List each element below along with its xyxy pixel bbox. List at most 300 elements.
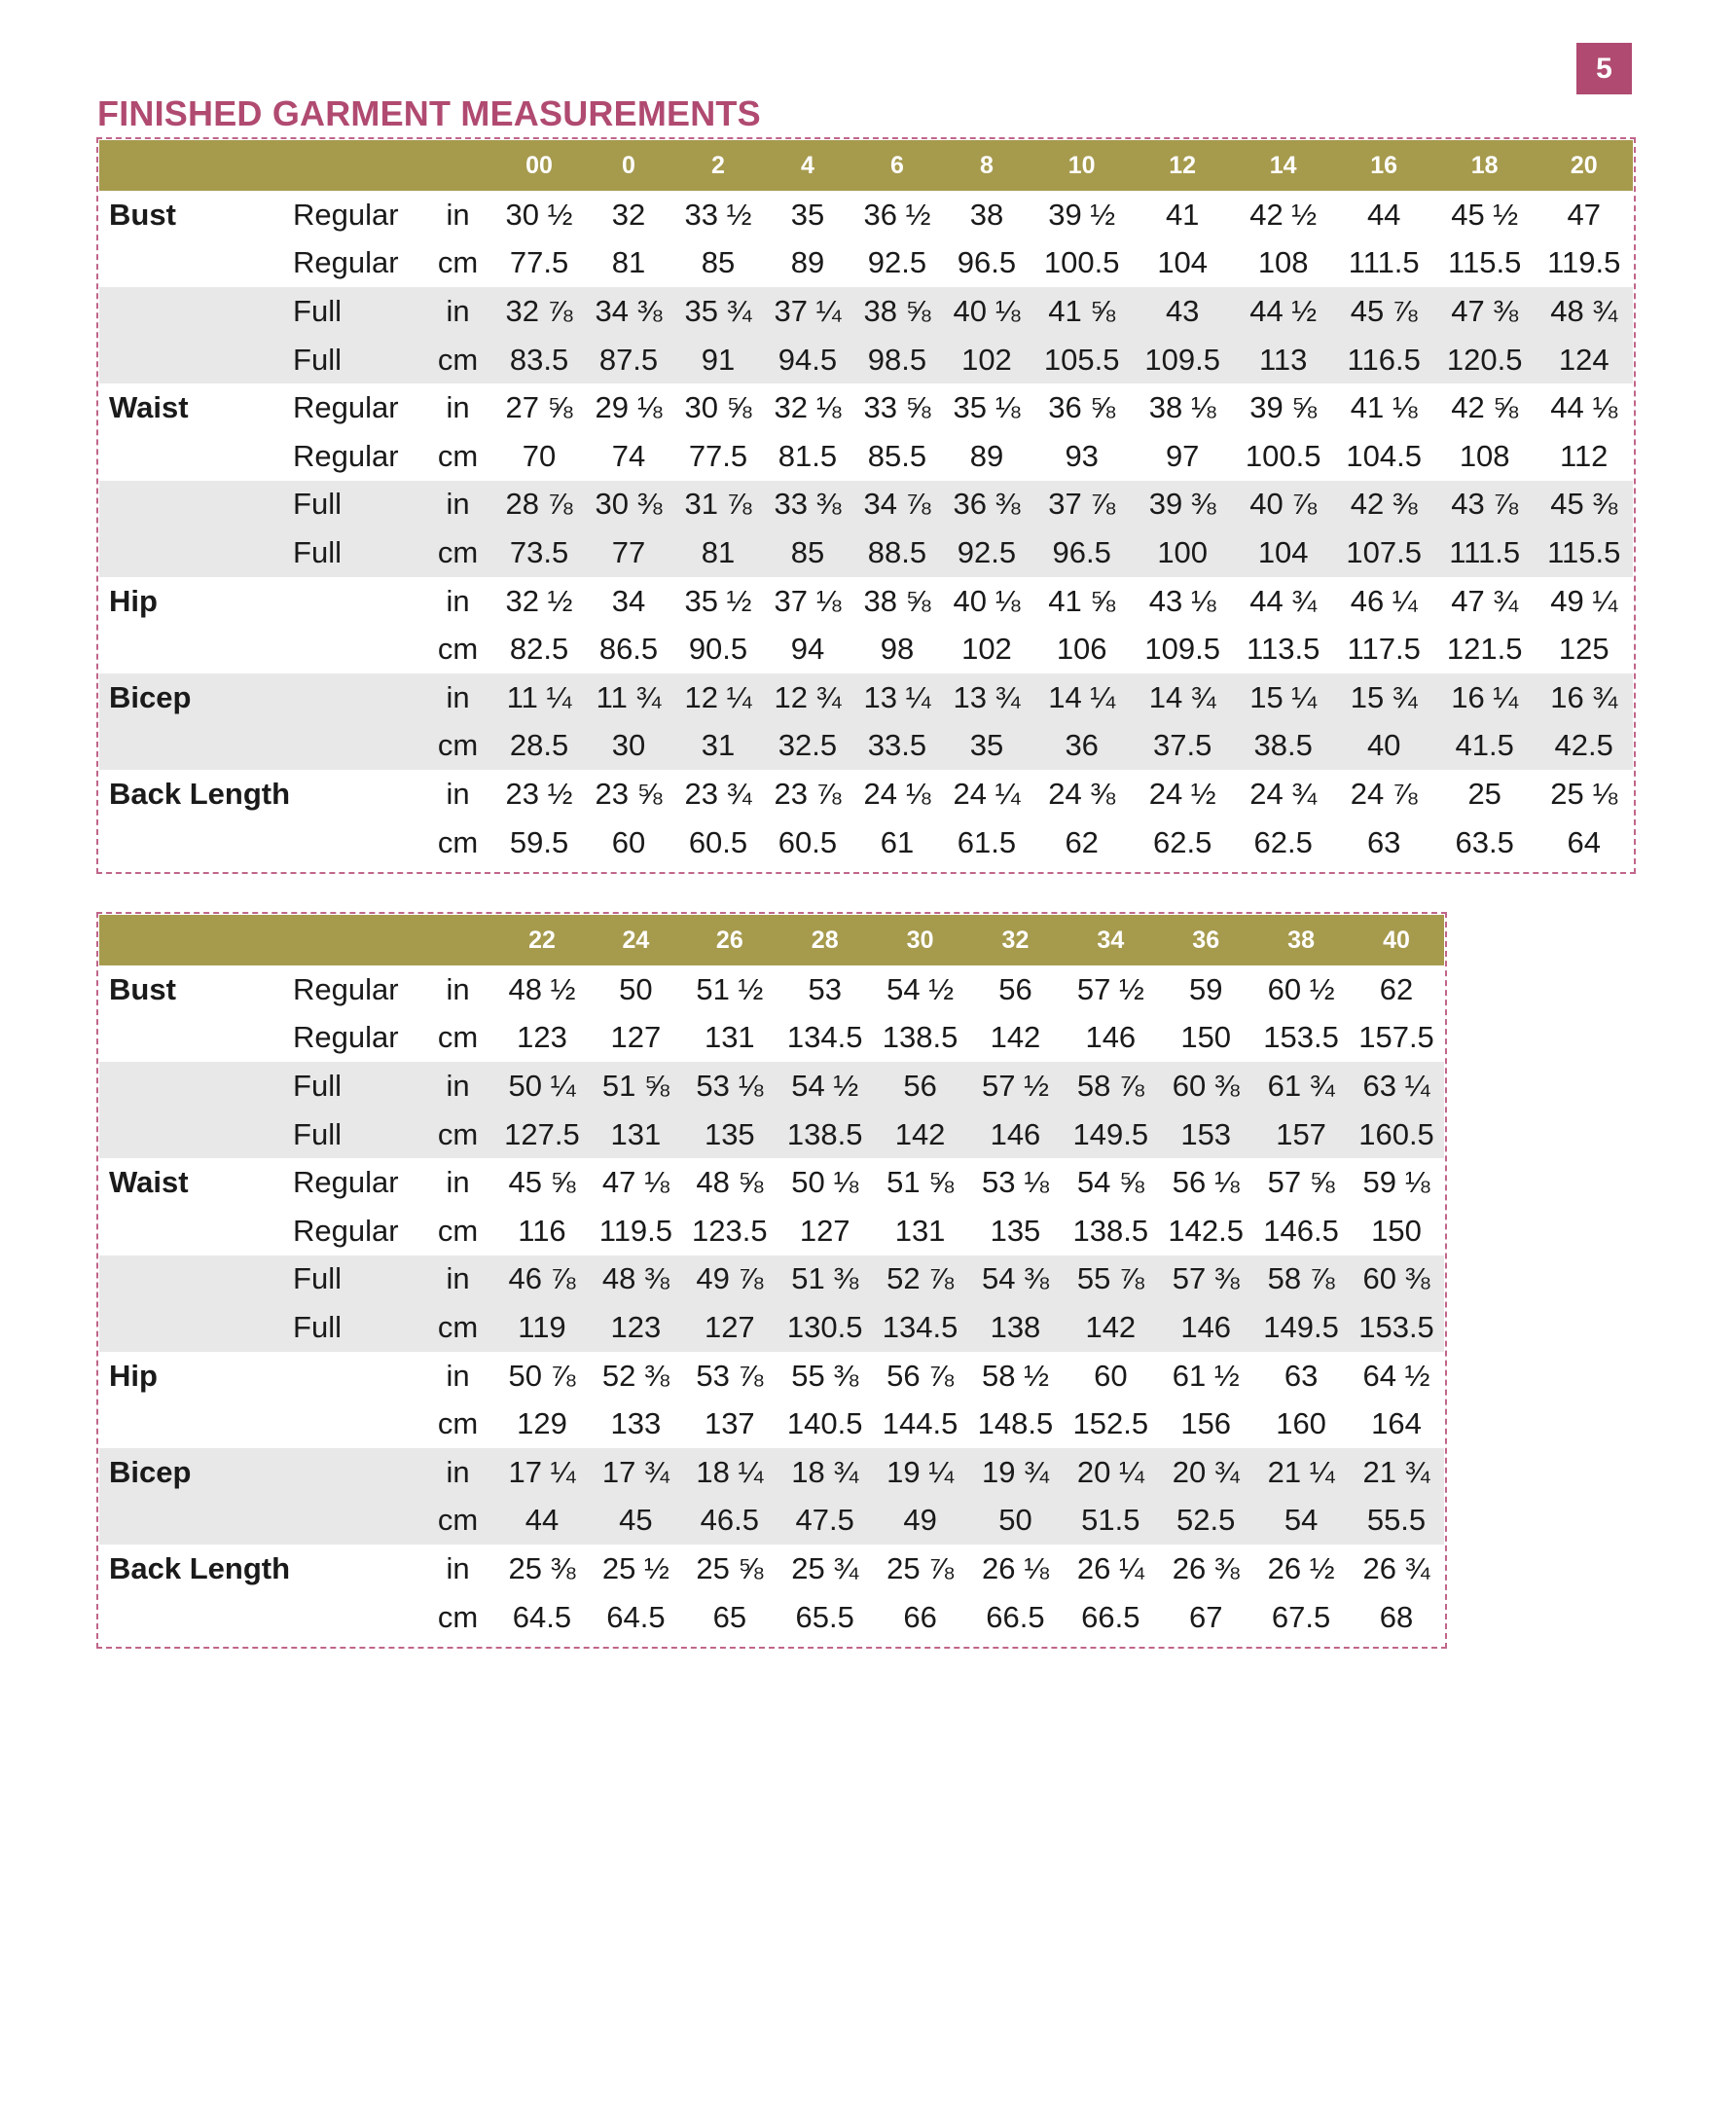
- value-cell: 81: [673, 528, 763, 577]
- value-cell: 144.5: [882, 1406, 958, 1441]
- value-cell: 92.5: [942, 528, 1031, 577]
- unit-label: in: [446, 583, 470, 618]
- value-cell: 25 ⅛: [1550, 776, 1618, 811]
- fit-label: [290, 770, 421, 819]
- value-cell: 23 ⅝: [595, 776, 663, 811]
- measurement-label: Hip: [109, 1358, 158, 1393]
- value-cell: 134.5: [786, 1020, 863, 1055]
- value-cell: 100.5: [1245, 438, 1321, 473]
- value-cell: 42 ⅜: [1333, 481, 1434, 529]
- value-cell: 66.5: [1081, 1599, 1140, 1634]
- fit-label: Regular: [293, 971, 399, 1006]
- value-cell: 49 ⅞: [682, 1255, 778, 1304]
- value-cell: 153.5: [1263, 1020, 1339, 1055]
- value-cell: 35 ½: [684, 583, 752, 618]
- value-cell: 24 ¼: [953, 776, 1021, 811]
- measurement-label: [99, 819, 290, 867]
- value-cell: 28.5: [494, 722, 584, 771]
- size-header: 0: [584, 140, 673, 191]
- value-cell: 157: [1253, 1110, 1349, 1159]
- value-cell: 14 ¼: [1031, 673, 1133, 722]
- measurement-label: [99, 625, 290, 673]
- value-cell: 127.5: [494, 1110, 590, 1159]
- value-cell: 138: [968, 1303, 1064, 1352]
- value-cell: 107.5: [1333, 528, 1434, 577]
- value-cell: 19 ¼: [873, 1448, 968, 1497]
- unit-label: in: [421, 481, 494, 529]
- value-cell: 50 ⅞: [508, 1358, 576, 1393]
- value-cell: 32 ½: [505, 583, 573, 618]
- value-cell: 150: [1180, 1020, 1232, 1055]
- value-cell: 129: [517, 1406, 567, 1441]
- value-cell: 50 ⅛: [791, 1165, 859, 1200]
- value-cell: 37 ¼: [763, 287, 852, 336]
- value-cell: 24 ½: [1148, 776, 1216, 811]
- size-header: 34: [1063, 915, 1158, 965]
- value-cell: 138.5: [778, 1110, 873, 1159]
- unit-label: in: [421, 673, 494, 722]
- fit-label: Regular: [293, 197, 399, 232]
- measurement-label: [99, 1303, 290, 1352]
- size-header: 8: [942, 140, 1031, 191]
- value-cell: 135: [990, 1213, 1041, 1248]
- value-cell: 89: [790, 245, 825, 280]
- value-cell: 134.5: [873, 1303, 968, 1352]
- table-row: [99, 1448, 1444, 1497]
- value-cell: 102: [961, 632, 1012, 667]
- value-cell: 16 ¼: [1434, 673, 1536, 722]
- value-cell: 142: [873, 1110, 968, 1159]
- value-cell: 31: [673, 722, 763, 771]
- value-cell: 41.5: [1434, 722, 1536, 771]
- table-row: [99, 1158, 1444, 1207]
- value-cell: 18 ¾: [778, 1448, 873, 1497]
- fit-label: [290, 625, 421, 673]
- value-cell: 35: [942, 722, 1031, 771]
- value-cell: 77.5: [509, 245, 569, 280]
- value-cell: 56 ⅛: [1172, 1165, 1240, 1200]
- value-cell: 54 ⅝: [1076, 1165, 1144, 1200]
- fit-label: Full: [290, 1303, 421, 1352]
- value-cell: 67.5: [1271, 1599, 1331, 1634]
- size-header: 12: [1132, 140, 1233, 191]
- measurement-label: Back Length: [109, 776, 291, 811]
- fit-label: Full: [290, 1062, 421, 1110]
- table-row: [99, 383, 1633, 432]
- value-cell: 53 ⅞: [696, 1358, 764, 1393]
- measurement-label: Bicep: [99, 1448, 290, 1497]
- value-cell: 38: [969, 197, 1004, 232]
- value-cell: 16 ¾: [1535, 673, 1633, 722]
- unit-label: cm: [437, 1020, 479, 1055]
- value-cell: 142.5: [1168, 1213, 1244, 1248]
- measurement-label: [99, 1593, 290, 1642]
- value-cell: 97: [1165, 438, 1200, 473]
- measurement-table-1: [99, 140, 1633, 866]
- table-row: [99, 287, 1633, 336]
- measurement-label: [99, 1497, 290, 1546]
- value-cell: 149.5: [1063, 1110, 1158, 1159]
- value-cell: 26 ¼: [1076, 1550, 1144, 1585]
- fit-label: Regular: [293, 1213, 399, 1248]
- value-cell: 123: [590, 1303, 682, 1352]
- value-cell: 146.5: [1263, 1213, 1339, 1248]
- value-cell: 54 ½: [778, 1062, 873, 1110]
- value-cell: 150: [1371, 1213, 1422, 1248]
- value-cell: 88.5: [852, 528, 942, 577]
- table-row: [99, 1062, 1444, 1110]
- unit-label: cm: [421, 1110, 494, 1159]
- size-header: 30: [873, 915, 968, 965]
- value-cell: 17 ¼: [494, 1448, 590, 1497]
- size-header: 18: [1434, 140, 1536, 191]
- unit-label: in: [446, 197, 470, 232]
- value-cell: 160: [1276, 1406, 1326, 1441]
- value-cell: 25 ¾: [791, 1550, 859, 1585]
- size-header: 22: [494, 915, 590, 965]
- value-cell: 83.5: [494, 336, 584, 384]
- value-cell: 51 ½: [696, 971, 764, 1006]
- value-cell: 43: [1132, 287, 1233, 336]
- measurement-label: [99, 528, 290, 577]
- measurement-label: [99, 1014, 290, 1063]
- measurement-label: [99, 239, 290, 288]
- measurement-label: Waist: [109, 390, 189, 425]
- value-cell: 131: [590, 1110, 682, 1159]
- value-cell: 15 ¾: [1333, 673, 1434, 722]
- value-cell: 40 ⅞: [1233, 481, 1334, 529]
- unit-label: cm: [421, 1497, 494, 1546]
- value-cell: 73.5: [494, 528, 584, 577]
- value-cell: 104: [1233, 528, 1334, 577]
- value-cell: 46 ⅞: [494, 1255, 590, 1304]
- value-cell: 35: [790, 197, 825, 232]
- size-header: 4: [763, 140, 852, 191]
- value-cell: 77: [584, 528, 673, 577]
- value-cell: 36 ⅝: [1048, 390, 1116, 425]
- value-cell: 123: [517, 1020, 567, 1055]
- value-cell: 130.5: [778, 1303, 873, 1352]
- value-cell: 58 ⅞: [1063, 1062, 1158, 1110]
- value-cell: 111.5: [1434, 528, 1536, 577]
- value-cell: 12 ¾: [763, 673, 852, 722]
- value-cell: 54 ⅜: [968, 1255, 1064, 1304]
- value-cell: 60 ½: [1267, 971, 1335, 1006]
- value-cell: 36: [1031, 722, 1133, 771]
- value-cell: 109.5: [1132, 336, 1233, 384]
- unit-label: cm: [437, 245, 479, 280]
- page-title: FINISHED GARMENT MEASUREMENTS: [97, 93, 761, 133]
- table-row: [99, 1110, 1444, 1159]
- table-row: [99, 1303, 1444, 1352]
- value-cell: 127: [799, 1213, 850, 1248]
- size-header: 00: [494, 140, 584, 191]
- value-cell: 65: [712, 1599, 747, 1634]
- value-cell: 23 ¾: [684, 776, 752, 811]
- fit-label: [290, 1593, 421, 1642]
- table-row: [99, 819, 1633, 867]
- value-cell: 55 ⅞: [1063, 1255, 1158, 1304]
- size-header: 20: [1535, 140, 1633, 191]
- value-cell: 41 ⅝: [1048, 583, 1116, 618]
- value-cell: 60.5: [778, 824, 838, 859]
- fit-label: Regular: [293, 438, 399, 473]
- value-cell: 70: [522, 438, 557, 473]
- value-cell: 41: [1165, 197, 1200, 232]
- value-cell: 60 ⅜: [1349, 1255, 1444, 1304]
- unit-label: in: [421, 1448, 494, 1497]
- value-cell: 100.5: [1043, 245, 1120, 280]
- value-cell: 131: [894, 1213, 946, 1248]
- value-cell: 111.5: [1348, 245, 1420, 280]
- value-cell: 33 ⅝: [863, 390, 931, 425]
- table-row: [99, 1497, 1444, 1546]
- value-cell: 115.5: [1448, 245, 1522, 280]
- measurement-label: [99, 1110, 290, 1159]
- value-cell: 104.5: [1346, 438, 1422, 473]
- value-cell: 65.5: [795, 1599, 854, 1634]
- size-header: 36: [1158, 915, 1253, 965]
- value-cell: 48 ⅝: [696, 1165, 764, 1200]
- value-cell: 11 ¾: [584, 673, 673, 722]
- value-cell: 106: [1056, 632, 1107, 667]
- table-row: [99, 481, 1633, 529]
- size-header-row: [99, 915, 1444, 965]
- value-cell: 20 ¼: [1063, 1448, 1158, 1497]
- header-blank-cell: [290, 915, 421, 965]
- unit-label: in: [446, 1165, 470, 1200]
- unit-label: cm: [421, 528, 494, 577]
- value-cell: 53 ⅛: [682, 1062, 778, 1110]
- value-cell: 44: [494, 1497, 590, 1546]
- value-cell: 109.5: [1144, 632, 1220, 667]
- value-cell: 60: [1094, 1358, 1128, 1393]
- value-cell: 102: [942, 336, 1031, 384]
- value-cell: 53: [808, 971, 842, 1006]
- value-cell: 51.5: [1063, 1497, 1158, 1546]
- value-cell: 58 ½: [981, 1358, 1049, 1393]
- value-cell: 34 ⅜: [584, 287, 673, 336]
- value-cell: 26 ⅜: [1172, 1550, 1240, 1585]
- value-cell: 62.5: [1153, 824, 1212, 859]
- value-cell: 33 ½: [684, 197, 752, 232]
- value-cell: 43 ⅛: [1148, 583, 1216, 618]
- table-row: [99, 1014, 1444, 1063]
- unit-label: cm: [421, 336, 494, 384]
- table-row: [99, 965, 1444, 1014]
- value-cell: 108: [1459, 438, 1510, 473]
- value-cell: 24 ⅜: [1048, 776, 1116, 811]
- value-cell: 54: [1253, 1497, 1349, 1546]
- value-cell: 113: [1233, 336, 1334, 384]
- value-cell: 105.5: [1031, 336, 1133, 384]
- value-cell: 119: [494, 1303, 590, 1352]
- table-row: [99, 1352, 1444, 1401]
- value-cell: 61: [880, 824, 915, 859]
- value-cell: 127: [610, 1020, 662, 1055]
- value-cell: 50: [968, 1497, 1064, 1546]
- size-header: 16: [1333, 140, 1434, 191]
- value-cell: 46.5: [682, 1497, 778, 1546]
- value-cell: 74: [611, 438, 646, 473]
- value-cell: 60.5: [688, 824, 748, 859]
- value-cell: 17 ¾: [590, 1448, 682, 1497]
- table-row: [99, 336, 1633, 384]
- size-header: 6: [852, 140, 942, 191]
- value-cell: 96.5: [1031, 528, 1133, 577]
- fit-label: Full: [290, 481, 421, 529]
- header-blank-cell: [421, 915, 494, 965]
- value-cell: 18 ¼: [682, 1448, 778, 1497]
- unit-label: in: [446, 390, 470, 425]
- value-cell: 58 ⅞: [1253, 1255, 1349, 1304]
- value-cell: 42 ½: [1249, 197, 1318, 232]
- unit-label: in: [446, 776, 470, 811]
- value-cell: 15 ¼: [1233, 673, 1334, 722]
- value-cell: 50: [619, 971, 653, 1006]
- value-cell: 33.5: [852, 722, 942, 771]
- measurement-label: [99, 1255, 290, 1304]
- fit-label: [290, 673, 421, 722]
- value-cell: 34 ⅞: [852, 481, 942, 529]
- value-cell: 94.5: [763, 336, 852, 384]
- value-cell: 32.5: [763, 722, 852, 771]
- value-cell: 38.5: [1233, 722, 1334, 771]
- value-cell: 47 ⅜: [1434, 287, 1536, 336]
- value-cell: 30: [584, 722, 673, 771]
- measurement-label: Bust: [109, 971, 176, 1006]
- size-header-row: [99, 140, 1633, 191]
- measurement-label: Hip: [109, 583, 158, 618]
- value-cell: 133: [610, 1406, 662, 1441]
- value-cell: 60: [611, 824, 646, 859]
- unit-label: in: [421, 1255, 494, 1304]
- value-cell: 57 ½: [968, 1062, 1064, 1110]
- value-cell: 104: [1157, 245, 1209, 280]
- fit-label: Full: [290, 1110, 421, 1159]
- value-cell: 59.5: [509, 824, 569, 859]
- value-cell: 51 ⅝: [590, 1062, 682, 1110]
- fit-label: Regular: [293, 390, 399, 425]
- value-cell: 64: [1567, 824, 1601, 859]
- value-cell: 157.5: [1358, 1020, 1434, 1055]
- table-row: [99, 770, 1633, 819]
- value-cell: 108: [1257, 245, 1309, 280]
- value-cell: 20 ¾: [1158, 1448, 1253, 1497]
- value-cell: 149.5: [1253, 1303, 1349, 1352]
- value-cell: 62: [1065, 824, 1099, 859]
- value-cell: 31 ⅞: [673, 481, 763, 529]
- value-cell: 63.5: [1455, 824, 1514, 859]
- value-cell: 43 ⅞: [1434, 481, 1536, 529]
- value-cell: 35 ⅛: [953, 390, 1021, 425]
- value-cell: 62.5: [1253, 824, 1313, 859]
- table-row: [99, 722, 1633, 771]
- table-row: [99, 1593, 1444, 1642]
- value-cell: 64.5: [512, 1599, 572, 1634]
- value-cell: 85.5: [867, 438, 927, 473]
- value-cell: 32: [611, 197, 646, 232]
- value-cell: 116: [518, 1213, 566, 1248]
- value-cell: 37 ⅛: [774, 583, 842, 618]
- value-cell: 25 ⅝: [696, 1550, 764, 1585]
- value-cell: 25: [1467, 776, 1501, 811]
- value-cell: 40 ⅛: [953, 583, 1021, 618]
- value-cell: 89: [969, 438, 1004, 473]
- value-cell: 49: [873, 1497, 968, 1546]
- value-cell: 26 ½: [1267, 1550, 1335, 1585]
- value-cell: 57 ½: [1076, 971, 1144, 1006]
- value-cell: 40: [1333, 722, 1434, 771]
- measurement-label: [99, 336, 290, 384]
- value-cell: 25 ⅜: [508, 1550, 576, 1585]
- value-cell: 148.5: [977, 1406, 1054, 1441]
- value-cell: 146: [968, 1110, 1064, 1159]
- value-cell: 64.5: [606, 1599, 666, 1634]
- value-cell: 23 ⅞: [774, 776, 842, 811]
- size-header: 2: [673, 140, 763, 191]
- page-number-badge: 5: [1576, 43, 1632, 94]
- value-cell: 98.5: [852, 336, 942, 384]
- value-cell: 120.5: [1434, 336, 1536, 384]
- fit-label: Full: [290, 336, 421, 384]
- measurement-label: [99, 432, 290, 481]
- value-cell: 55.5: [1349, 1497, 1444, 1546]
- value-cell: 142: [990, 1020, 1041, 1055]
- value-cell: 34: [611, 583, 646, 618]
- value-cell: 38 ⅝: [852, 287, 942, 336]
- value-cell: 30 ½: [505, 197, 573, 232]
- fit-label: Regular: [293, 245, 399, 280]
- measurement-label: [99, 481, 290, 529]
- header-blank-cell: [421, 140, 494, 191]
- value-cell: 25 ⅞: [886, 1550, 955, 1585]
- value-cell: 138.5: [1072, 1213, 1149, 1248]
- value-cell: 32 ⅞: [494, 287, 584, 336]
- size-header: 14: [1233, 140, 1334, 191]
- table-row: [99, 1207, 1444, 1255]
- value-cell: 47.5: [778, 1497, 873, 1546]
- value-cell: 45 ⅝: [508, 1165, 576, 1200]
- value-cell: 36 ⅜: [942, 481, 1031, 529]
- value-cell: 138.5: [882, 1020, 958, 1055]
- value-cell: 63: [1284, 1358, 1319, 1393]
- value-cell: 81: [611, 245, 646, 280]
- value-cell: 29 ⅛: [595, 390, 663, 425]
- value-cell: 21 ¼: [1253, 1448, 1349, 1497]
- value-cell: 87.5: [584, 336, 673, 384]
- measurement-table-2: [99, 915, 1444, 1641]
- value-cell: 49 ¼: [1550, 583, 1618, 618]
- value-cell: 90.5: [688, 632, 748, 667]
- value-cell: 91: [673, 336, 763, 384]
- value-cell: 52.5: [1158, 1497, 1253, 1546]
- unit-label: cm: [437, 1213, 479, 1248]
- header-blank-cell: [99, 140, 290, 191]
- value-cell: 42.5: [1535, 722, 1633, 771]
- value-cell: 56 ⅞: [886, 1358, 955, 1393]
- table-row: [99, 239, 1633, 288]
- fit-label: Regular: [293, 1165, 399, 1200]
- value-cell: 62: [1379, 971, 1414, 1006]
- value-cell: 112: [1560, 438, 1609, 473]
- unit-label: cm: [437, 1599, 479, 1634]
- measurement-label: Bust: [109, 197, 176, 232]
- value-cell: 57 ⅜: [1158, 1255, 1253, 1304]
- measurement-label: [99, 287, 290, 336]
- unit-label: cm: [421, 1303, 494, 1352]
- measurement-label: Back Length: [109, 1550, 291, 1585]
